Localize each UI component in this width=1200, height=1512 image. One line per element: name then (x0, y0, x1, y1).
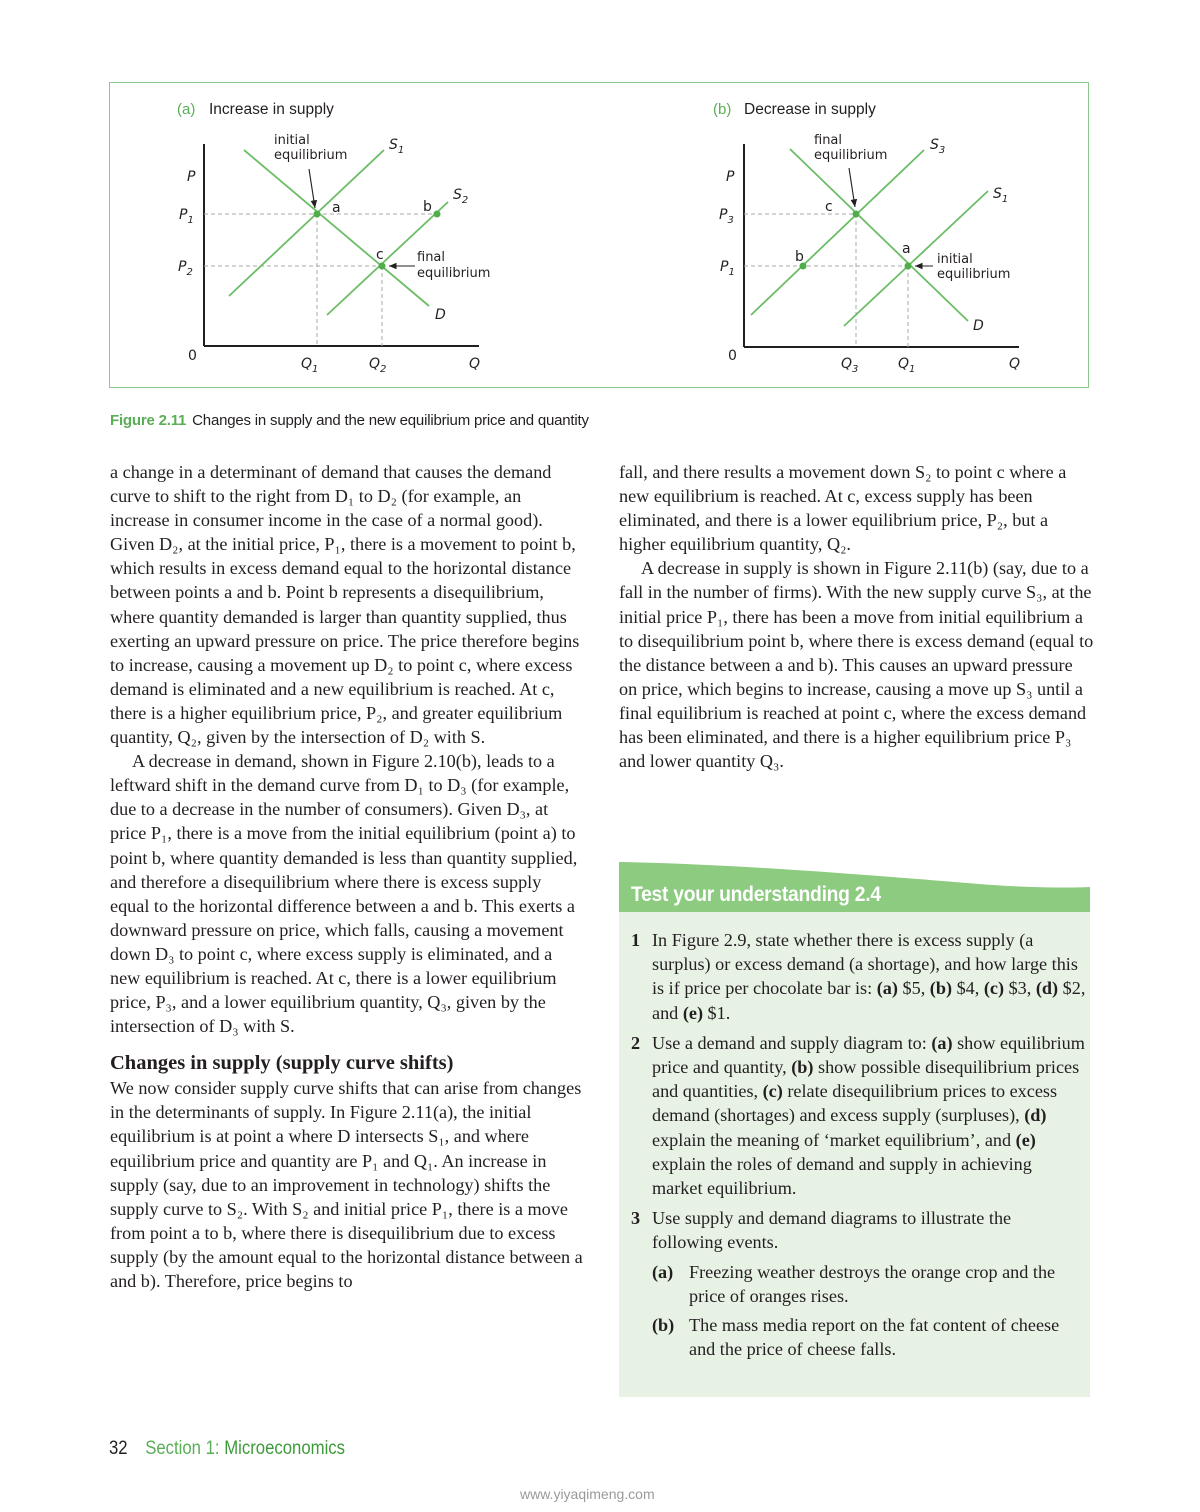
tick-q1: $Q_1$ (898, 356, 916, 375)
body-column-right (619, 460, 1094, 773)
figure-caption (110, 412, 589, 429)
annot-equilibrium: equilibrium (274, 148, 348, 163)
panel-a-label: (a) (177, 101, 196, 118)
annot-equilibrium: equilibrium (417, 266, 491, 281)
point-b (434, 211, 441, 218)
tick-q3: $Q_3$ (841, 356, 859, 375)
page-number: 32 (109, 1438, 128, 1459)
label-a: a (332, 200, 341, 216)
test-your-understanding-box (619, 862, 1090, 1397)
sub-question-text: The mass media report on the fat content of cheese and the price of cheese falls. (689, 1315, 1060, 1360)
paragraph: A decrease in supply is shown in Figure 2.11(b) (say, due to a fall in the number of firms). With the new supply curve S₃, at the initial price P₁, there has been a move from initial equilibrium a to disequilibrium point b, where there is excess demand (equal to the distance between a and b). This causes an upward pressure on price, which begins to increase, causing a move up S₃ until a final equilibrium is reached at point c, where the excess demand has been eliminated, and there is a higher equilibrium price P₃ and lower quantity Q₃. (619, 558, 1094, 772)
tick-p3: $P_3$ (719, 207, 734, 226)
paragraph: a change in a determinant of demand that causes the demand curve to shift to the right from D₁ to D₂ (for example, an increase in consumer income in the case of a normal good). Given D₂, at the initial price, P₁, there is a movement to point b, which results in excess demand equal to the horizontal distance between points a and b. Point b represents a disequilibrium, where quantity demanded is larger than quantity supplied, thus exerting an upward pressure on price. The price therefore begins to increase, causing a movement up D₂ to point c, where excess demand is eliminated and a new equilibrium is reached. At c, there is a higher equilibrium price, P₂, and greater equilibrium quantity, Q₂, given by the intersection of D₂ with S. (110, 462, 580, 748)
paragraph: A decrease in demand, shown in Figure 2.10(b), leads to a leftward shift in the demand curve from D₁ to D₃ (for example, due to a decrease in the number of consumers). Given D₃, at price P₁, there is a move from the initial equilibrium (point a) to point b, where quantity demanded is less than quantity supplied, and therefore a disequilibrium where there is excess supply equal to the horizontal difference between a and b. This exerts a downward pressure on price, which falls, causing a movement down D₃ to point c, where excess supply is eliminated, and a new equilibrium is reached. At c, there is a lower equilibrium price, P₃, and a lower equilibrium quantity, Q₃, given by the intersection of D₃ with S. (110, 751, 578, 1037)
panel-b-title: Decrease in supply (744, 101, 876, 118)
figure-number: Figure 2.11 (110, 412, 187, 429)
question-item (631, 1206, 1086, 1361)
question-number: 1 (631, 930, 641, 950)
label-c: c (376, 247, 384, 263)
curve-label-d: D (435, 307, 446, 323)
annot-equilibrium: equilibrium (937, 267, 1011, 282)
point-a (905, 263, 912, 270)
dashed-guides (204, 214, 437, 346)
tick-p1: $P_1$ (179, 207, 194, 226)
dashed-guides (744, 214, 908, 347)
sub-question (652, 1260, 1086, 1308)
section-heading: Changes in supply (supply curve shifts) (110, 1052, 454, 1075)
sub-question-label: (b) (652, 1315, 675, 1336)
figure-2-11 (109, 82, 1089, 388)
curve-label-s2: $S_2$ (453, 187, 469, 206)
annot-equilibrium: equilibrium (814, 148, 888, 163)
annot-initial: initial (937, 252, 973, 267)
point-c (379, 263, 386, 270)
curve-label-d: D (973, 318, 984, 334)
question-item (631, 1031, 1086, 1200)
label-b: b (795, 249, 804, 265)
point-a (314, 211, 321, 218)
sub-question-text: Freezing weather destroys the orange crop and the price of oranges rises. (689, 1261, 1056, 1306)
panel-a-title: Increase in supply (209, 101, 334, 118)
annot-final: final (417, 250, 446, 265)
label-b: b (423, 199, 432, 215)
origin-label: 0 (728, 348, 737, 364)
supply-shift-charts (110, 83, 1090, 389)
question-text: Use a demand and supply diagram to: (a) show equilibrium price and quantity, (b) show possible disequilibrium prices and quantities, (c) relate disequilibrium prices to excess demand (shortages) and excess supply (surpluses), (d) explain the meaning of ‘market equilibrium’, and (e) explain the roles of demand and supply in achieving market equilibrium. (652, 1032, 1085, 1199)
tick-p2: $P_2$ (178, 259, 193, 278)
watermark: www.yiyaqimeng.com (520, 1486, 655, 1502)
panel-b-label: (b) (713, 101, 732, 118)
curve-label-s1: $S_1$ (993, 186, 1009, 205)
sub-question-label: (a) (652, 1261, 674, 1282)
question-list (631, 928, 1086, 1367)
annot-final: final (814, 133, 843, 148)
sub-question (652, 1313, 1086, 1361)
origin-label: 0 (188, 348, 197, 364)
y-label: P (187, 169, 196, 185)
label-a: a (902, 241, 911, 257)
label-c: c (825, 199, 833, 215)
chart-panel-b (713, 101, 1020, 375)
point-c (853, 211, 860, 218)
page-footer (109, 1438, 345, 1460)
question-text: In Figure 2.9, state whether there is excess supply (a surplus) or excess demand (a shortage), and how large this is if price per chocolate bar is: (a) $5, (b) $4, (c) $3, (d) $2, and (e) $1. (652, 930, 1086, 1023)
tick-q2: $Q_2$ (369, 356, 387, 375)
y-label: P (726, 169, 735, 185)
question-item (631, 928, 1086, 1025)
x-label: Q (469, 356, 481, 372)
supply-curve-s3 (751, 150, 924, 315)
box-title: Test your understanding 2.4 (631, 883, 881, 906)
paragraph: We now consider supply curve shifts that can arise from changes in the determinants of supply. In Figure 2.11(a), the initial equilibrium is at point a where D intersects S₁, and where equilibrium price and quantity are P₁ and Q₁. An increase in supply (say, due to an improvement in technology) shifts the supply curve to S₂. With S₂ and initial price P₁, there is a move from point a to b, where there is disequilibrium due to excess supply (by the amount equal to the horizontal distance between a and b). Therefore, price begins to (110, 1078, 583, 1291)
figure-caption-text: Changes in supply and the new equilibrium price and quantity (192, 412, 589, 429)
supply-curve-s1 (229, 150, 384, 296)
body-column-left (110, 460, 585, 1293)
paragraph: fall, and there results a movement down S₂ to point c where a new equilibrium is reached. At c, excess supply has been eliminated, and there is a lower equilibrium price, P₂, but a higher equilibrium quantity, Q₂. (619, 462, 1067, 555)
arrow-initial-eq-icon (309, 169, 315, 208)
tick-p1: $P_1$ (720, 259, 735, 278)
tick-q1: $Q_1$ (301, 356, 319, 375)
annot-initial: initial (274, 133, 310, 148)
question-text: Use supply and demand diagrams to illustrate the following events. (652, 1208, 1012, 1253)
x-label: Q (1009, 356, 1021, 372)
question-number: 3 (631, 1208, 641, 1229)
curve-label-s1: $S_1$ (389, 137, 405, 156)
demand-curve-d (244, 150, 429, 306)
section-prefix: Section 1: (145, 1438, 225, 1459)
section-name: Microeconomics (224, 1438, 346, 1459)
question-number: 2 (631, 1032, 641, 1053)
curve-label-s3: $S_3$ (930, 137, 946, 156)
arrow-final-eq-icon (849, 168, 855, 207)
chart-panel-a (177, 101, 490, 375)
